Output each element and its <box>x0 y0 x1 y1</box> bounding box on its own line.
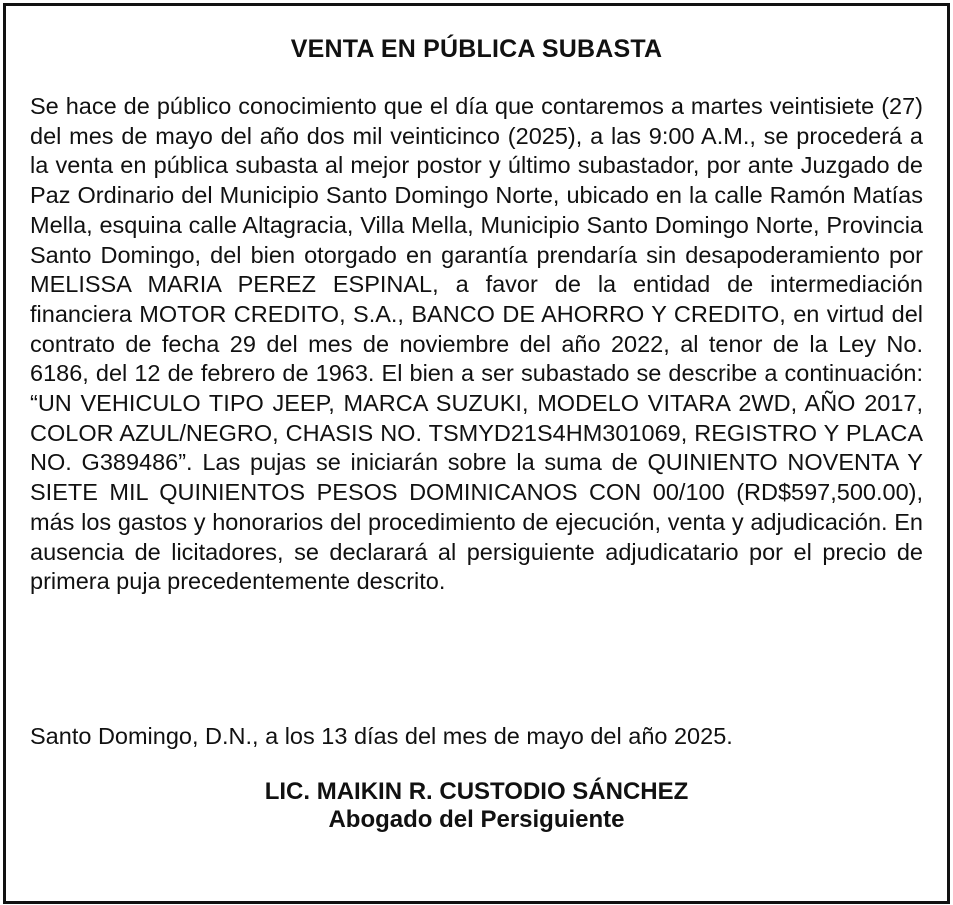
notice-body: Se hace de público conocimiento que el día que contaremos a martes veintisiete (27) del mes de mayo del año dos mil veinticinco (2025), a las 9:00 A.M., se procederá a la venta en pública subasta al mejor postor y último subastador, por ante Juzgado de Paz Ordinario del Municipio Santo Domingo Norte, ubicado en la calle Ramón Matías Mella, esquina calle Altagracia, Villa Mella, Municipio Santo Domingo Norte, Provincia Santo Domingo, del bien otorgado en garantía prendaría sin desapoderamiento por MELISSA MARIA PEREZ ESPINAL, a favor de la entidad de intermediación financiera MOTOR CREDITO, S.A., BANCO DE AHORRO Y CREDITO, en virtud del contrato de fecha 29 del mes de noviembre del año 2022, al tenor de la Ley No. 6186, del 12 de febrero de 1963. El bien a ser subastado se describe a continuación: “UN VEHICULO TIPO JEEP, MARCA SUZUKI, MODELO VITARA 2WD, AÑO 2017, COLOR AZUL/NEGRO, CHASIS NO. TSMYD21S4HM301069, REGISTRO Y PLACA NO. G389486”. Las pujas se iniciarán sobre la suma de QUINIENTO NOVENTA Y SIETE MIL QUINIENTOS PESOS DOMINICANOS CON 00/100 (RD$597,500.00), más los gastos y honorarios del procedimiento de ejecución, venta y adjudicación. En ausencia de licitadores, se declarará al persiguiente adjudicatario por el precio de primera puja precedentemente descrito. <box>30 93 923 595</box>
signer-name: LIC. MAIKIN R. CUSTODIO SÁNCHEZ <box>264 778 689 805</box>
notice-place-date: Santo Domingo, D.N., a los 13 días del mes de mayo del año 2025. <box>30 723 733 749</box>
signer-role: Abogado del Persiguiente <box>328 806 625 833</box>
legal-notice-box <box>3 3 950 904</box>
notice-title: VENTA EN PÚBLICA SUBASTA <box>290 35 663 63</box>
